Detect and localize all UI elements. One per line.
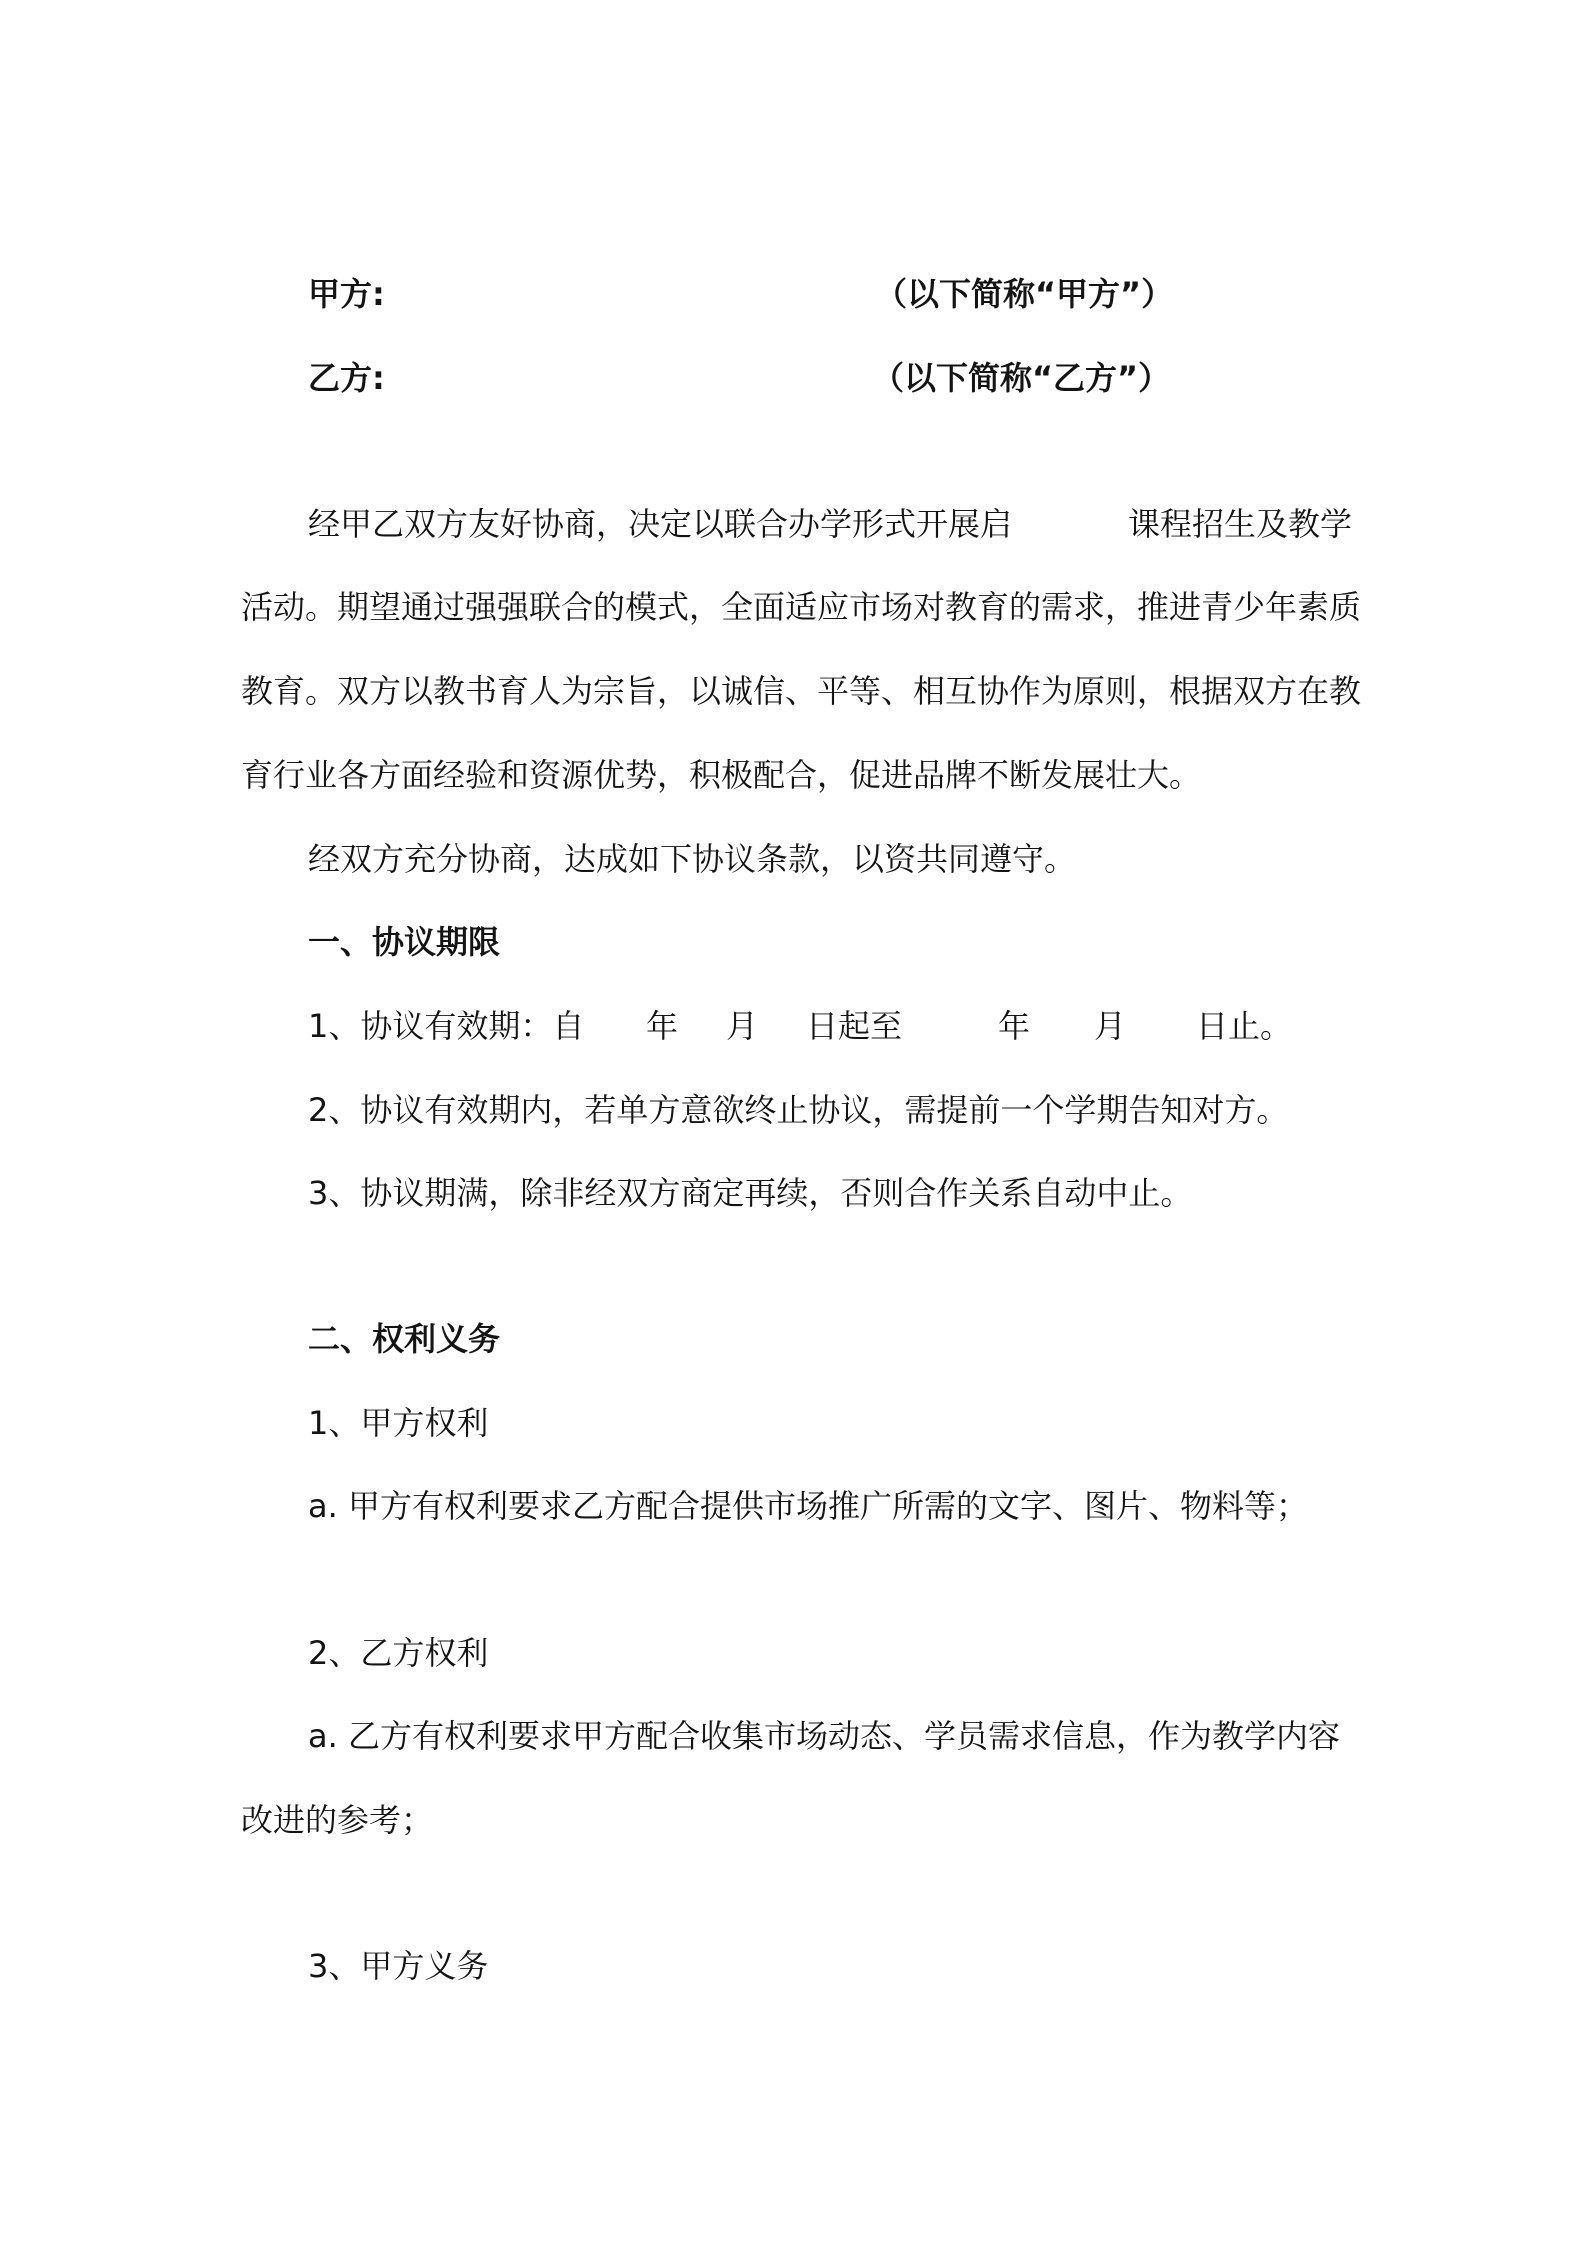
intro-line-3: 教育。双方以教书育人为宗旨，以诚信、平等、相互协作为原则，根据双方在教 [241, 672, 1362, 710]
term-year-2: 年 [998, 1007, 1031, 1045]
term-day-from: 日起至 [806, 1007, 903, 1045]
party-b-label: 乙方: [308, 359, 385, 397]
section-1-item-2: 2、协议有效期内，若单方意欲终止协议，需提前一个学期告知对方。 [308, 1091, 1289, 1129]
intro-line-4: 育行业各方面经验和资源优势，积极配合，促进品牌不断发展壮大。 [241, 756, 1202, 794]
section-1-item-1 [308, 1004, 1408, 1048]
term-day-to: 日止。 [1196, 1007, 1293, 1045]
section-2-sub-3: 3、甲方义务 [308, 1947, 489, 1985]
section-2-sub-2-a-line-1: a. 乙方有权利要求甲方配合收集市场动态、学员需求信息，作为教学内容 [308, 1717, 1340, 1755]
term-month-2: 月 [1094, 1007, 1127, 1045]
intro-line-2: 活动。期望通过强强联合的模式，全面适应市场对教育的需求，推进青少年素质 [241, 588, 1362, 626]
intro-line-1b: 课程招生及教学 [1128, 505, 1353, 543]
party-b-note: （以下简称“乙方”） [872, 359, 1171, 397]
section-2-sub-2-a-line-2: 改进的参考； [241, 1801, 434, 1839]
party-a-note: （以下简称“甲方”） [875, 275, 1174, 313]
term-prefix: 1、协议有效期：自 [308, 1007, 585, 1045]
section-1-heading: 一、协议期限 [308, 923, 501, 961]
section-2-sub-2: 2、乙方权利 [308, 1634, 489, 1672]
section-2-sub-1-a: a. 甲方有权利要求乙方配合提供市场推广所需的文字、图片、物料等； [308, 1487, 1308, 1525]
section-1-item-3: 3、协议期满，除非经双方商定再续，否则合作关系自动中止。 [308, 1174, 1193, 1212]
section-2-heading: 二、权利义务 [308, 1320, 501, 1358]
intro-paragraph-2: 经双方充分协商，达成如下协议条款，以资共同遵守。 [308, 840, 1077, 878]
section-2-sub-1: 1、甲方权利 [308, 1404, 489, 1442]
intro-line-1a: 经甲乙双方友好协商，决定以联合办学形式开展启 [308, 505, 1013, 543]
term-month-1: 月 [726, 1007, 759, 1045]
party-a-label: 甲方: [308, 275, 385, 313]
term-year-1: 年 [646, 1007, 679, 1045]
